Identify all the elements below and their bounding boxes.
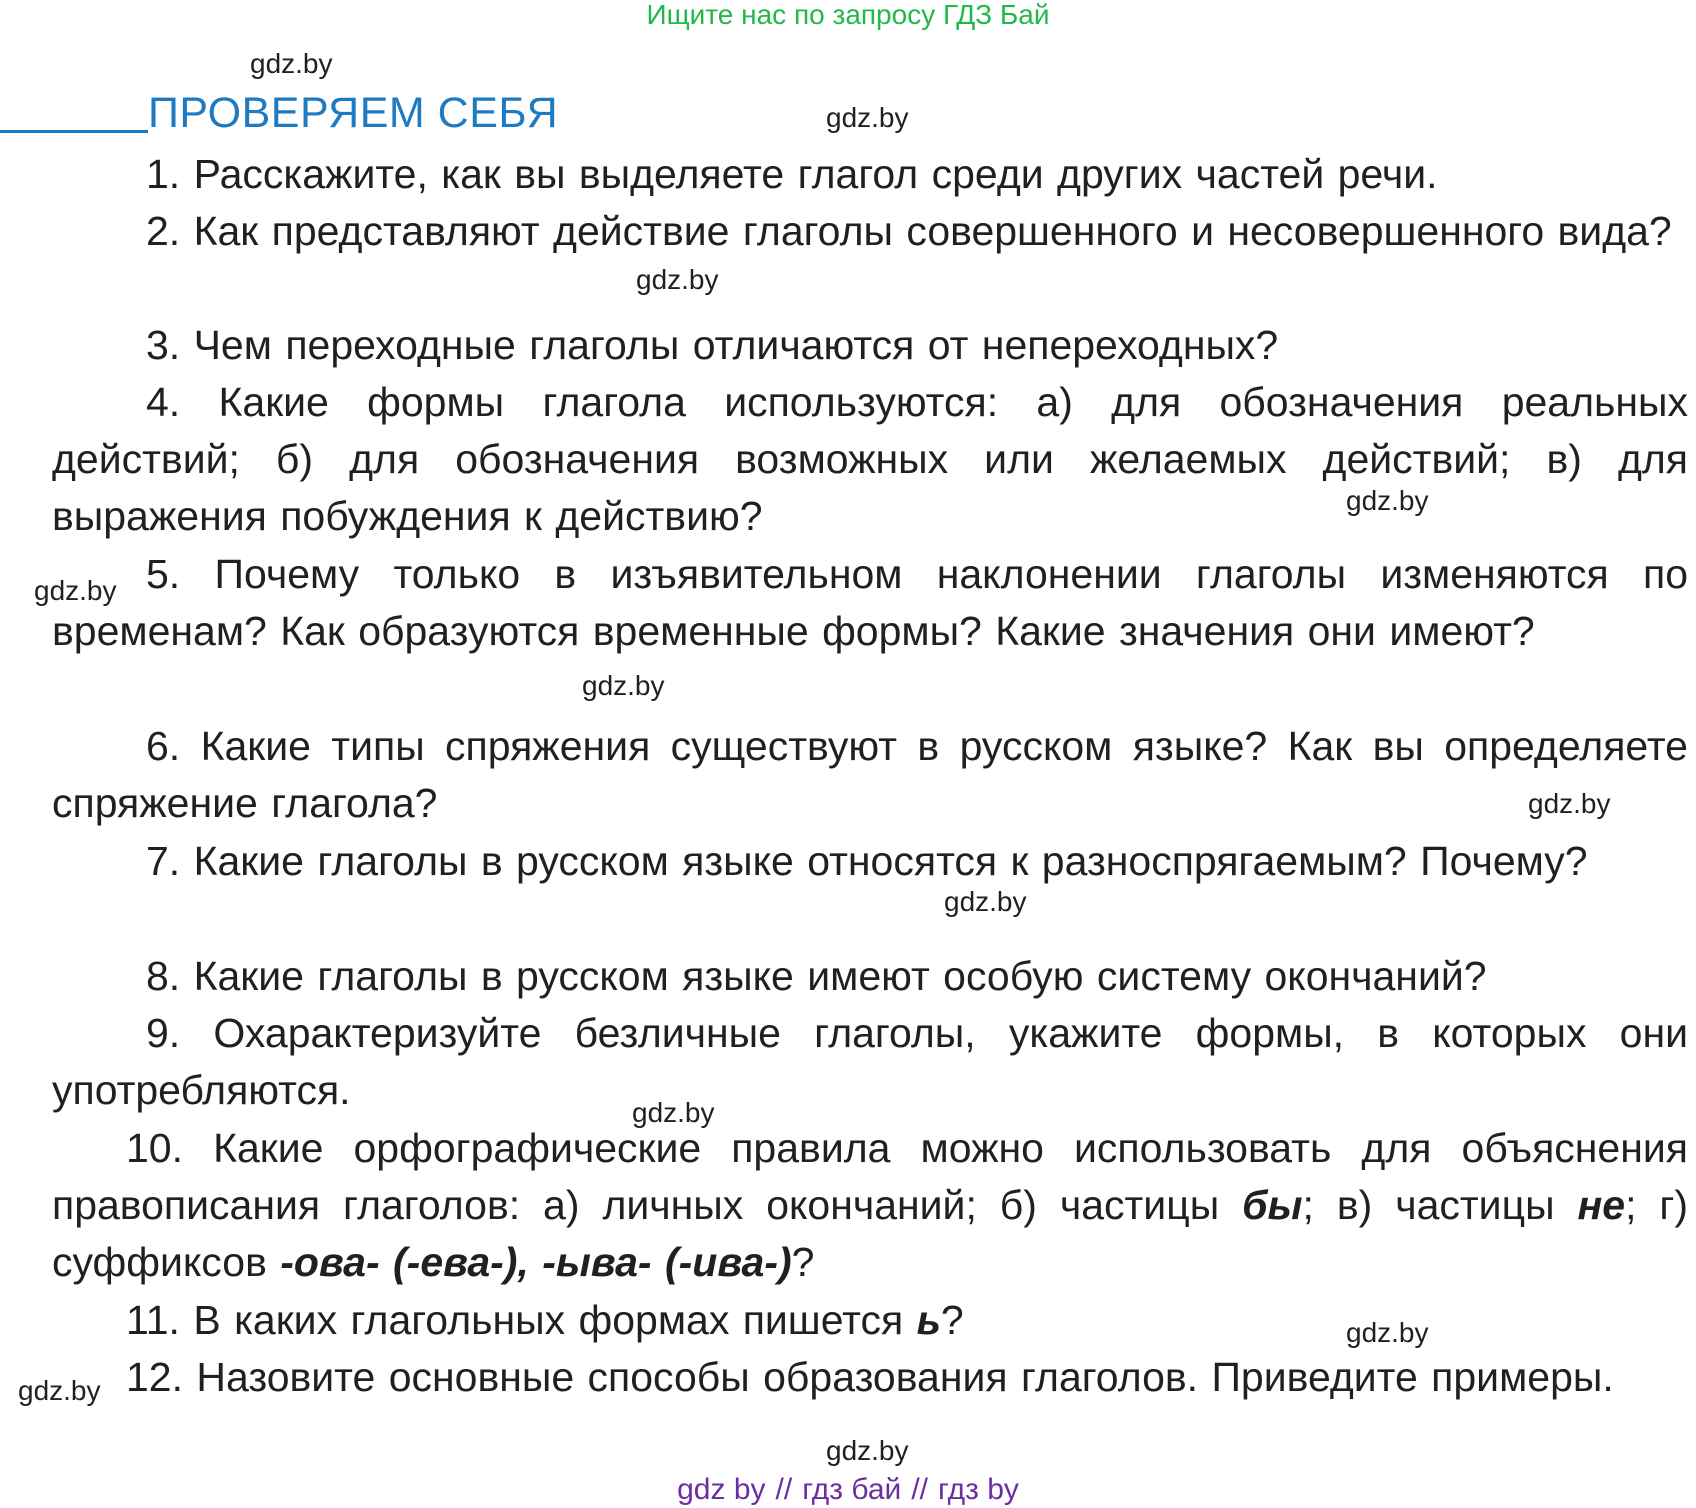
question-11 <box>52 1292 1688 1349</box>
question-text: ? <box>791 1239 815 1285</box>
emphasis: -ова- (-ева-), -ыва- (-ива-) <box>280 1239 792 1285</box>
emphasis: ь <box>916 1297 941 1343</box>
footer-part: гдз by <box>938 1473 1019 1506</box>
question-4 <box>52 374 1688 545</box>
question-text: Какие типы спряжения существуют в русском языке? Как вы определяете спряжение глагола? <box>52 723 1688 826</box>
question-7 <box>52 833 1688 890</box>
watermark: gdz.by <box>944 886 1027 917</box>
watermark: gdz.by <box>34 575 117 606</box>
question-9 <box>52 1005 1688 1119</box>
question-text: Чем переходные глаголы отличаются от непереходных? <box>193 322 1279 368</box>
watermark: gdz.by <box>826 102 909 133</box>
question-text: ; в) частицы <box>1302 1182 1578 1228</box>
question-number: 6. <box>146 723 181 769</box>
footer-line <box>0 1472 1696 1508</box>
question-text: Расскажите, как вы выделяете глагол среди других частей речи. <box>193 151 1438 197</box>
watermark: gdz.by <box>18 1375 101 1406</box>
question-number: 11. <box>126 1297 180 1343</box>
question-text: Как представляют действие глаголы совершенного и несовершенного вида? <box>193 208 1672 254</box>
footer-part: gdz by <box>677 1473 766 1506</box>
question-number: 4. <box>146 379 181 425</box>
question-text: Какие формы глагола используются: а) для обозначения реальных действий; б) для обозначения возможных или желаемых действий; в) для выражения побуждения к действию? <box>52 379 1688 539</box>
question-text: Какие глаголы в русском языке имеют особую систему окончаний? <box>193 953 1487 999</box>
question-12 <box>52 1349 1688 1406</box>
question-number: 7. <box>146 838 181 884</box>
watermark: gdz.by <box>632 1097 715 1128</box>
question-text: Какие орфографические правила можно использовать для объяснения правописания глаголов: а) личных окончаний; б) частицы <box>52 1125 1688 1228</box>
footer-separator: // <box>775 1473 793 1506</box>
emphasis: не <box>1577 1182 1626 1228</box>
watermark: gdz.by <box>1528 788 1611 819</box>
question-text: ; г) суффиксов <box>52 1182 1689 1285</box>
question-number: 3. <box>146 322 181 368</box>
question-8 <box>52 948 1688 1005</box>
watermark: gdz.by <box>582 670 665 701</box>
question-number: 5. <box>146 551 181 597</box>
question-number: 12. <box>126 1354 183 1400</box>
question-number: 9. <box>146 1010 181 1056</box>
question-text: Какие глаголы в русском языке относятся к разноспрягаемым? Почему? <box>193 838 1588 884</box>
watermark: gdz.by <box>250 48 333 79</box>
emphasis: бы <box>1242 1182 1303 1228</box>
watermark: gdz.by <box>826 1435 909 1466</box>
question-text: ? <box>940 1297 964 1343</box>
heading-rule <box>0 130 148 133</box>
question-6 <box>52 718 1688 832</box>
footer-separator: // <box>911 1473 928 1506</box>
question-1 <box>52 146 1688 203</box>
watermark: gdz.by <box>1346 1317 1429 1348</box>
question-number: 8. <box>146 953 181 999</box>
question-text: Назовите основные способы образования глаголов. Приведите примеры. <box>196 1354 1614 1400</box>
question-2 <box>52 203 1688 260</box>
question-number: 10. <box>126 1125 183 1171</box>
top-banner: Ищите нас по запросу ГДЗ Бай <box>646 0 1050 30</box>
watermark: gdz.by <box>1346 485 1429 516</box>
question-number: 1. <box>146 151 181 197</box>
question-10 <box>52 1120 1688 1291</box>
question-5 <box>52 546 1688 660</box>
question-text: Охарактеризуйте безличные глаголы, укажите формы, в которых они употребляются. <box>52 1010 1688 1113</box>
question-number: 2. <box>146 208 181 254</box>
footer-part: гдз бай <box>802 1473 902 1506</box>
section-heading: ПРОВЕРЯЕМ СЕБЯ <box>148 89 559 137</box>
question-text: Почему только в изъявительном наклонении глаголы изменяются по временам? Как образуются временные формы? Какие значения они имеют? <box>52 551 1688 654</box>
watermark: gdz.by <box>636 264 719 295</box>
question-3 <box>52 317 1688 374</box>
question-text: В каких глагольных формах пишется <box>193 1297 917 1343</box>
